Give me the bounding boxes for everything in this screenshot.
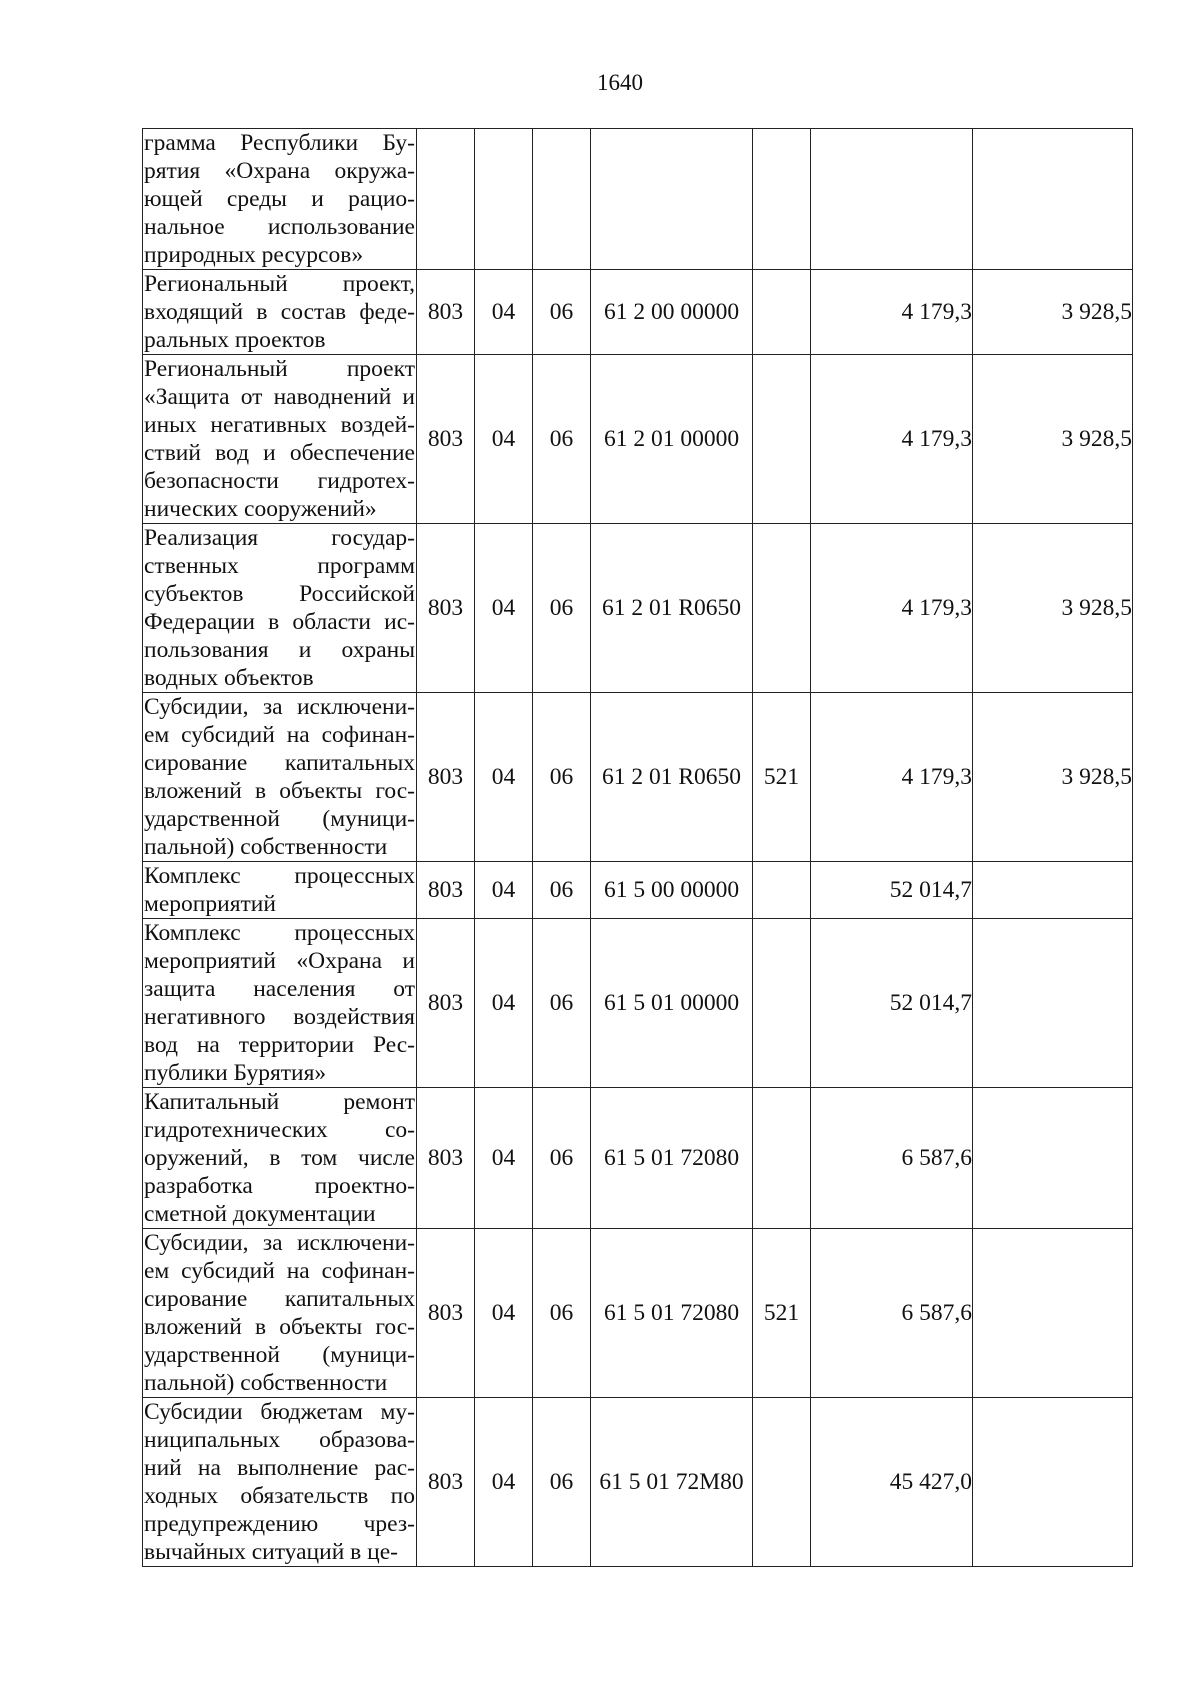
expense-name-line: Субсидии бюджетам му- [144,1399,415,1425]
expense-name-line: Субсидии, за исключени- [144,694,415,720]
table-row [143,524,1133,693]
expense-type-cell: 521 [753,693,811,862]
target-article-cell: 61 5 01 72М80 [591,1398,753,1567]
table-body [143,129,1133,1567]
expense-name-line: ем субсидий на софинан- [144,722,415,748]
amount-first-cell: 45 427,0 [811,1398,973,1567]
ministry-code-cell: 803 [417,693,475,862]
expense-name-line: Региональный проект [144,356,415,382]
expense-name-line: входящий в состав феде- [144,299,415,325]
expense-name-line: безопасности гидротех- [144,468,415,494]
section-code-cell: 04 [475,524,533,693]
expense-type-cell [753,1088,811,1229]
expense-name-line: ральных проектов [144,327,326,353]
expense-type-cell [753,524,811,693]
expense-name-line: вложений в объекты гос- [144,778,415,804]
amount-second-cell [973,862,1133,919]
expense-name-line: Капитальный ремонт [144,1089,415,1115]
target-article-cell: 61 5 01 00000 [591,919,753,1088]
expense-name-line: ударственной (муници- [144,1342,415,1368]
expense-name-cell [143,1398,417,1567]
amount-second-cell: 3 928,5 [973,355,1133,524]
expense-name-line: Реализация государ- [144,525,415,551]
expense-name-line: нических сооружений» [144,496,377,522]
expense-name-line: негативного воздействия [144,1004,415,1030]
expense-name-cell [143,862,417,919]
expense-name-cell [143,524,417,693]
subsection-code-cell: 06 [533,1088,591,1229]
subsection-code-cell: 06 [533,355,591,524]
subsection-code-cell: 06 [533,1229,591,1398]
expense-name-cell [143,270,417,355]
section-code-cell: 04 [475,355,533,524]
expense-name-line: рятия «Охрана окружа- [144,158,415,184]
amount-second-cell: 3 928,5 [973,524,1133,693]
amount-second-cell [973,1088,1133,1229]
expense-name-line: пользования и охраны [144,637,415,663]
expense-name-line: ниципальных образова- [144,1427,415,1453]
expense-name-line: сметной документации [144,1201,376,1227]
expense-name-line: предупреждению чрез- [144,1511,415,1537]
expense-name-cell [143,1088,417,1229]
expense-name-line: грамма Республики Бу- [144,130,415,156]
ministry-code-cell: 803 [417,1229,475,1398]
target-article-cell [591,129,753,270]
page-number: 1640 [597,70,643,95]
expense-name-line: мероприятий [144,891,276,917]
target-article-cell: 61 2 01 R0650 [591,524,753,693]
ministry-code-cell: 803 [417,524,475,693]
table-row [143,1398,1133,1567]
expense-name-line: нальное использование [144,214,415,240]
amount-second-cell: 3 928,5 [973,270,1133,355]
amount-first-cell [811,129,973,270]
section-code-cell: 04 [475,919,533,1088]
subsection-code-cell: 06 [533,270,591,355]
expense-type-cell [753,270,811,355]
ministry-code-cell: 803 [417,919,475,1088]
subsection-code-cell: 06 [533,1398,591,1567]
expense-name-line: ственных программ [144,553,415,579]
expense-type-cell [753,1398,811,1567]
expense-name-line: мероприятий «Охрана и [144,948,415,974]
amount-first-cell: 6 587,6 [811,1229,973,1398]
ministry-code-cell: 803 [417,1398,475,1567]
expense-name-cell [143,1229,417,1398]
subsection-code-cell [533,129,591,270]
target-article-cell: 61 5 01 72080 [591,1088,753,1229]
expense-name-line: «Защита от наводнений и [144,384,415,410]
ministry-code-cell: 803 [417,1088,475,1229]
amount-first-cell: 4 179,3 [811,524,973,693]
table-row [143,355,1133,524]
table-row [143,693,1133,862]
target-article-cell: 61 2 01 R0650 [591,693,753,862]
target-article-cell: 61 5 00 00000 [591,862,753,919]
expense-name-line: Федерации в области ис- [144,609,415,635]
expense-name-line: оружений, в том числе [144,1145,415,1171]
ministry-code-cell: 803 [417,862,475,919]
expense-name-line: Комплекс процессных [144,863,415,889]
section-code-cell: 04 [475,1229,533,1398]
ministry-code-cell [417,129,475,270]
subsection-code-cell: 06 [533,693,591,862]
expense-name-line: Субсидии, за исключени- [144,1230,415,1256]
expense-type-cell [753,129,811,270]
amount-second-cell: 3 928,5 [973,693,1133,862]
section-code-cell: 04 [475,1088,533,1229]
section-code-cell: 04 [475,1398,533,1567]
expense-name-line: ствий вод и обеспечение [144,440,415,466]
expense-name-line: гидротехнических со- [144,1117,415,1143]
table-row [143,129,1133,270]
amount-second-cell [973,1398,1133,1567]
section-code-cell: 04 [475,270,533,355]
expense-name-line: иных негативных воздей- [144,412,415,438]
expense-name-line: вложений в объекты гос- [144,1314,415,1340]
expense-name-line: пальной) собственности [144,1370,388,1396]
subsection-code-cell: 06 [533,524,591,693]
expense-name-line: вычайных ситуаций в це- [144,1539,398,1565]
expense-name-line: Комплекс процессных [144,920,415,946]
amount-first-cell: 4 179,3 [811,693,973,862]
table-row [143,270,1133,355]
expense-name-cell [143,129,417,270]
amount-first-cell: 6 587,6 [811,1088,973,1229]
amount-second-cell [973,129,1133,270]
expense-name-line: ударственной (муници- [144,806,415,832]
expense-name-line: природных ресурсов» [144,242,364,268]
table-row [143,1229,1133,1398]
expense-name-line: ющей среды и рацио- [144,186,415,212]
expense-name-line: публики Бурятия» [144,1060,327,1086]
expense-name-line: субъектов Российской [144,581,415,607]
expense-name-line: ем субсидий на софинан- [144,1258,415,1284]
amount-first-cell: 4 179,3 [811,270,973,355]
table-row [143,919,1133,1088]
target-article-cell: 61 5 01 72080 [591,1229,753,1398]
table-row [143,1088,1133,1229]
expense-name-line: ходных обязательств по [144,1483,415,1509]
expense-name-line: ний на выполнение рас- [144,1455,415,1481]
ministry-code-cell: 803 [417,355,475,524]
expense-name-line: водных объектов [144,665,314,691]
target-article-cell: 61 2 00 00000 [591,270,753,355]
subsection-code-cell: 06 [533,919,591,1088]
section-code-cell [475,129,533,270]
expense-type-cell: 521 [753,1229,811,1398]
amount-first-cell: 52 014,7 [811,862,973,919]
expense-name-line: сирование капитальных [144,750,415,776]
expense-name-line: вод на территории Рес- [144,1032,415,1058]
expense-name-cell [143,355,417,524]
expense-name-line: Региональный проект, [144,271,415,297]
table-row [143,862,1133,919]
expense-type-cell [753,355,811,524]
subsection-code-cell: 06 [533,862,591,919]
expense-name-line: сирование капитальных [144,1286,415,1312]
amount-first-cell: 52 014,7 [811,919,973,1088]
expense-name-line: разработка проектно- [144,1173,415,1199]
expense-name-cell [143,919,417,1088]
budget-table [142,128,1133,1567]
expense-name-line: защита населения от [144,976,415,1002]
ministry-code-cell: 803 [417,270,475,355]
amount-first-cell: 4 179,3 [811,355,973,524]
expense-type-cell [753,919,811,1088]
target-article-cell: 61 2 01 00000 [591,355,753,524]
section-code-cell: 04 [475,862,533,919]
expense-type-cell [753,862,811,919]
amount-second-cell [973,919,1133,1088]
expense-name-line: пальной) собственности [144,834,388,860]
expense-name-cell [143,693,417,862]
amount-second-cell [973,1229,1133,1398]
section-code-cell: 04 [475,693,533,862]
